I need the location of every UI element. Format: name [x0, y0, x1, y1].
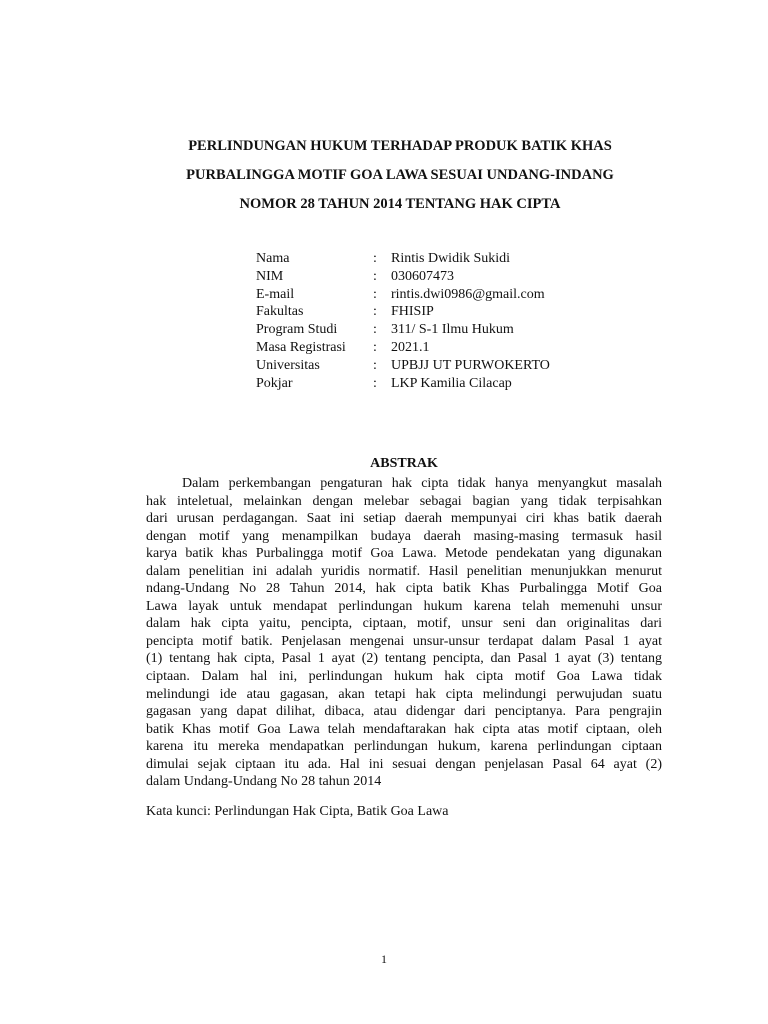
- info-label: E-mail: [256, 286, 295, 302]
- abstract-line: dalam hak cipta yaitu, pencipta, ciptaan, motif, unsur seni dan originalitas dari: [146, 616, 662, 632]
- abstract-line: ciptaan. Dalam hal ini, perlindungan hukum hak cipta motif Goa Lawa tidak: [146, 669, 662, 685]
- abstract-heading: ABSTRAK: [370, 456, 438, 471]
- abstract-line: hak inteletual, melainkan dengan melebar sebagai bagian yang tidak terpisahkan: [146, 493, 662, 509]
- page-number: 1: [381, 952, 387, 966]
- info-colon: :: [373, 286, 377, 302]
- info-row-masa-registrasi: [256, 339, 550, 357]
- abstract-line: (1) tentang hak cipta, Pasal 1 ayat (2) tentang pencipta, dan Pasal 1 ayat (3) tentang: [146, 651, 662, 667]
- info-colon: :: [373, 375, 377, 391]
- info-row-universitas: [256, 357, 550, 375]
- info-colon: :: [373, 251, 377, 266]
- info-value: LKP Kamilia Cilacap: [391, 375, 512, 391]
- info-value: 030607473: [391, 268, 454, 284]
- info-row-nim: [256, 268, 550, 286]
- title-line: NOMOR 28 TAHUN 2014 TENTANG HAK CIPTA: [239, 196, 561, 212]
- info-label: Pokjar: [256, 375, 293, 391]
- abstract-line: dalam Undang-Undang No 28 tahun 2014: [146, 774, 382, 790]
- info-colon: :: [373, 339, 377, 355]
- abstract-line: Lawa layak untuk mendapat perlindungan hukum karena telah memenuhi unsur: [146, 598, 662, 614]
- abstract-line: karya batik khas Purbalingga motif Goa Lawa. Metode pendekatan yang digunakan: [146, 546, 662, 562]
- info-value: 2021.1: [391, 339, 430, 355]
- abstract-line: karena itu mereka mendapatkan perlindungan hukum, karena perlindungan ciptaan: [146, 739, 662, 755]
- info-colon: :: [373, 357, 377, 373]
- info-colon: :: [373, 304, 377, 320]
- info-value: rintis.dwi0986@gmail.com: [391, 286, 545, 302]
- title-line: PURBALINGGA MOTIF GOA LAWA SESUAI UNDANG-INDANG: [186, 167, 614, 183]
- abstract-line: dalam penelitian ini adalah yuridis normatif. Hasil penelitian menunjukkan menurut: [146, 563, 662, 579]
- abstract-line: ndang-Undang No 28 Tahun 2014, hak cipta batik Khas Purbalingga Motif Goa: [146, 581, 662, 597]
- info-row-program-studi: [256, 321, 550, 339]
- info-row-pokjar: [256, 375, 550, 393]
- info-value: FHISIP: [391, 304, 434, 320]
- info-label: Masa Registrasi: [256, 339, 346, 355]
- author-info-table: [256, 250, 550, 392]
- info-label: Fakultas: [256, 304, 304, 320]
- abstract-line: dimulai sejak ciptaan itu ada. Hal ini sesuai dengan penjelasan Pasal 64 ayat (2): [146, 756, 662, 772]
- info-label: Nama: [256, 251, 290, 266]
- info-row-nama: [256, 250, 550, 268]
- info-label: Program Studi: [256, 322, 338, 338]
- abstract-line: batik Khas motif Goa Lawa telah mendaftarakan hak cipta atas motif ciptaan, oleh: [146, 721, 662, 737]
- abstract-line: Dalam perkembangan pengaturan hak cipta tidak hanya menyangkut masalah: [182, 476, 662, 491]
- info-value: UPBJJ UT PURWOKERTO: [391, 357, 550, 373]
- info-row-fakultas: [256, 303, 550, 321]
- paper-title: [140, 132, 660, 219]
- info-colon: :: [373, 322, 377, 338]
- abstract-line: dari urusan perdagangan. Saat ini setiap daerah mempunyai ciri khas batik daerah: [146, 511, 662, 527]
- info-value: 311/ S-1 Ilmu Hukum: [391, 322, 514, 338]
- title-line: PERLINDUNGAN HUKUM TERHADAP PRODUK BATIK KHAS: [188, 138, 612, 154]
- info-value: Rintis Dwidik Sukidi: [391, 251, 511, 266]
- abstract-line: melindungi ide atau gagasan, akan tetapi hak cipta melindungi perwujudan suatu: [146, 686, 662, 702]
- info-label: Universitas: [256, 357, 320, 373]
- keywords: Kata kunci: Perlindungan Hak Cipta, Batik Goa Lawa: [146, 804, 449, 819]
- info-row-email: [256, 286, 550, 304]
- abstract-line: dengan motif yang menampilkan budaya daerah masing-masing termasuk hasil: [146, 528, 662, 544]
- abstract-paragraph: [146, 475, 662, 791]
- abstract-line: gagasan yang dapat dilihat, dibaca, atau didengar dari penciptanya. Para pengrajin: [146, 704, 662, 720]
- info-label: NIM: [256, 268, 284, 284]
- abstract-line: pencipta motif batik. Penjelasan mengenai unsur-unsur terdapat dalam Pasal 1 ayat: [146, 633, 662, 649]
- info-colon: :: [373, 268, 377, 284]
